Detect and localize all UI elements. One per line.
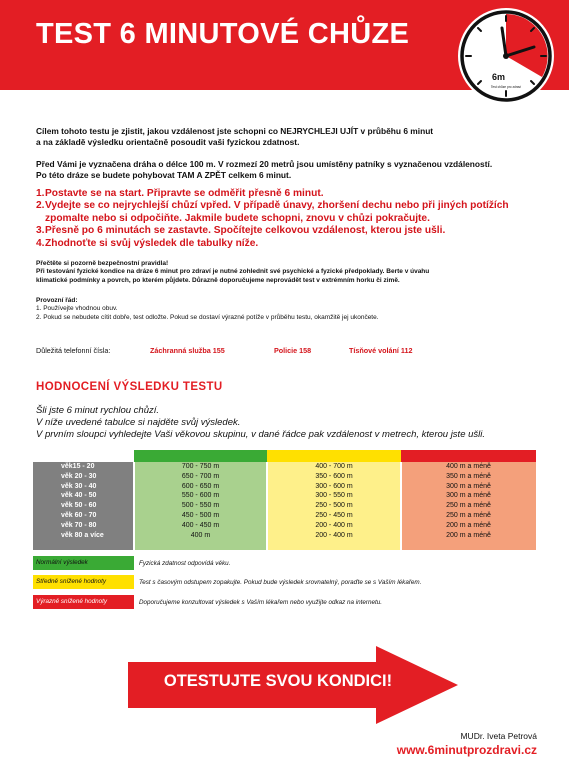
table-row bbox=[33, 511, 536, 521]
legend-text: Test s časovým odstupem zopakujte. Pokud bude výsledek srovnatelný, poraďte se s Vaším lékařem. bbox=[139, 578, 422, 586]
medium-cell: 200 - 400 m bbox=[315, 531, 353, 539]
step-text: Zhodnoťte si svůj výsledek dle tabulky níže. bbox=[45, 237, 259, 249]
normal-cell: 600 - 650 m bbox=[181, 482, 220, 490]
safety-heading: Přečtěte si pozorně bezpečnostní pravidla! bbox=[36, 260, 169, 267]
step-number: 3. bbox=[36, 225, 45, 237]
age-cell: věk 40 - 50 bbox=[61, 492, 97, 500]
low-cell: 250 m a méně bbox=[446, 502, 491, 510]
low-cell: 350 m a méně bbox=[446, 472, 491, 480]
instruction-line: V prvním sloupci vyhledejte Vaši věkovou skupinu, v dané řádce pak vzdálenost v metrech, kterou jste ušli. bbox=[36, 429, 486, 441]
safety-section bbox=[36, 260, 546, 285]
age-cell: věk15 - 20 bbox=[61, 463, 95, 470]
step-text: Postavte se na start. Připravte se odměřit přesně 6 minut. bbox=[45, 188, 324, 199]
step-item bbox=[36, 188, 546, 200]
table-row bbox=[33, 521, 536, 531]
intro-paragraph bbox=[36, 126, 546, 147]
step-number: 1. bbox=[36, 188, 45, 199]
rules-section bbox=[36, 297, 546, 322]
phone-emergency[interactable]: Tísňové volání 112 bbox=[349, 346, 413, 355]
age-cell: věk 80 a více bbox=[61, 531, 104, 539]
logo-text: 6m bbox=[492, 72, 506, 82]
table-row bbox=[33, 482, 536, 492]
rules-heading: Provozní řád: bbox=[36, 297, 78, 304]
normal-cell: 500 - 550 m bbox=[181, 502, 220, 510]
step-text: Přesně po 6 minutách se zastavte. Spočítejte celkovou vzdálenost, kterou jste ušli. bbox=[45, 225, 446, 237]
website-link[interactable]: www.6minutprozdravi.cz bbox=[396, 743, 537, 757]
steps-list bbox=[36, 188, 546, 250]
cta-button[interactable]: OTESTUJTE SVOU KONDICI! bbox=[163, 672, 393, 690]
low-cell: 200 m a méně bbox=[446, 521, 491, 529]
step-item bbox=[36, 200, 546, 225]
normal-cell: 400 m bbox=[190, 531, 211, 539]
step-item bbox=[36, 238, 546, 250]
track-line: Před Vámi je vyznačena dráha o délce 100 m. V rozmezí 20 metrů jsou umístěny patníky s vyznačenou vzdáleností. bbox=[36, 159, 493, 169]
medium-cell: 300 - 600 m bbox=[315, 482, 353, 490]
step-number: 4. bbox=[36, 237, 45, 249]
normal-cell: 400 - 450 m bbox=[181, 521, 220, 529]
instruction-line: V níže uvedené tabulce si najděte svůj výsledek. bbox=[36, 417, 241, 429]
safety-line: klimatické podmínky a povrch, po kterém půjdete. Důrazně doporučujeme neprovádět test v extrémním horku či zimě. bbox=[36, 276, 400, 284]
age-cell: věk 30 - 40 bbox=[61, 482, 97, 490]
table-row bbox=[33, 501, 536, 511]
safety-line: Při testování fyzické kondice na dráze 6 minut pro zdraví je nutné zohlednit své psychické a fyzické předpoklady. Berte v úvahu bbox=[36, 268, 430, 276]
low-cell: 250 m a méně bbox=[446, 511, 491, 519]
medium-cell: 350 - 600 m bbox=[315, 472, 353, 480]
rules-item: 1. Používejte vhodnou obuv. bbox=[36, 305, 118, 313]
logo-subtext: Test chůze pro zdraví bbox=[490, 85, 522, 89]
intro-line: Cílem tohoto testu je zjistit, jakou vzdálenost jste schopni co NEJRYCHLEJI UJÍT v průběhu 6 minut bbox=[36, 126, 434, 136]
phone-rescue[interactable]: Záchranná služba 155 bbox=[150, 346, 225, 355]
step-item bbox=[36, 225, 546, 237]
legend-text: Doporučujeme konzultovat výsledek s Vaším lékařem nebo využijte odkaz na internetu. bbox=[139, 598, 383, 606]
clock-logo-icon bbox=[448, 6, 564, 106]
legend-low bbox=[33, 595, 553, 609]
table-row bbox=[33, 491, 536, 501]
rules-item: 2. Pokud se nebudete cítit dobře, test odložte. Pokud se dostaví výrazné potíže v průběhu testu, okamžitě jej ukončete. bbox=[36, 313, 379, 321]
medium-cell: 200 - 400 m bbox=[315, 521, 353, 529]
step-text: Vydejte se co nejrychlejší chůzí vpřed. V případě únavy, zhoršení dechu nebo při jiných potížích zpomalte nebo si odpočiňte. Jakmile budete schopni, znovu v chůzi pokračujte. bbox=[45, 200, 509, 224]
author-name: MUDr. Iveta Petrová bbox=[460, 731, 537, 741]
legend-normal bbox=[33, 556, 553, 570]
legend-swatch: Normální výsledek bbox=[33, 556, 134, 570]
step-number: 2. bbox=[36, 200, 45, 212]
medium-cell: 400 - 700 m bbox=[315, 463, 353, 470]
track-line: Po této dráze se budete pohybovat TAM A ZPĚT celkem 6 minut. bbox=[36, 169, 292, 180]
page-title: TEST 6 MINUTOVÉ CHŮZE bbox=[36, 18, 410, 50]
legend-swatch: Výrazně snížené hodnoty bbox=[33, 595, 134, 609]
low-cell: 200 m a méně bbox=[446, 531, 491, 539]
normal-cell: 700 - 750 m bbox=[181, 463, 220, 470]
age-cell: věk 60 - 70 bbox=[61, 511, 97, 519]
table-row bbox=[33, 531, 536, 541]
legend-swatch: Středně snížené hodnoty bbox=[33, 575, 134, 589]
results-heading: HODNOCENÍ VÝSLEDKU TESTU bbox=[36, 381, 223, 393]
legend-text: Fyzická zdatnost odpovídá věku. bbox=[139, 559, 231, 567]
medium-cell: 250 - 500 m bbox=[315, 502, 353, 510]
medium-cell: 250 - 450 m bbox=[315, 511, 353, 519]
low-cell: 300 m a méně bbox=[446, 492, 491, 500]
instruction-line: Šli jste 6 minut rychlou chůzí. bbox=[36, 405, 160, 416]
phone-numbers bbox=[36, 346, 546, 357]
normal-cell: 550 - 600 m bbox=[181, 492, 220, 500]
legend-medium bbox=[33, 575, 553, 589]
intro-line: a na základě výsledku orientačně posoudit vaši fyzickou zdatnost. bbox=[36, 136, 300, 147]
results-table bbox=[33, 450, 536, 550]
medium-cell: 300 - 550 m bbox=[315, 492, 353, 500]
normal-cell: 650 - 700 m bbox=[181, 472, 220, 480]
table-row bbox=[33, 472, 536, 482]
table-row bbox=[33, 462, 536, 472]
results-instructions bbox=[36, 405, 485, 442]
track-paragraph bbox=[36, 159, 546, 180]
low-cell: 300 m a méně bbox=[446, 482, 491, 490]
phone-label: Důležitá telefonní čísla: bbox=[36, 346, 111, 355]
low-cell: 400 m a méně bbox=[446, 463, 491, 470]
table-rows bbox=[33, 462, 536, 540]
normal-cell: 450 - 500 m bbox=[181, 511, 220, 519]
age-cell: věk 70 - 80 bbox=[61, 521, 97, 529]
age-cell: věk 50 - 60 bbox=[61, 502, 97, 510]
phone-police[interactable]: Policie 158 bbox=[274, 346, 312, 355]
age-cell: věk 20 - 30 bbox=[61, 472, 97, 480]
